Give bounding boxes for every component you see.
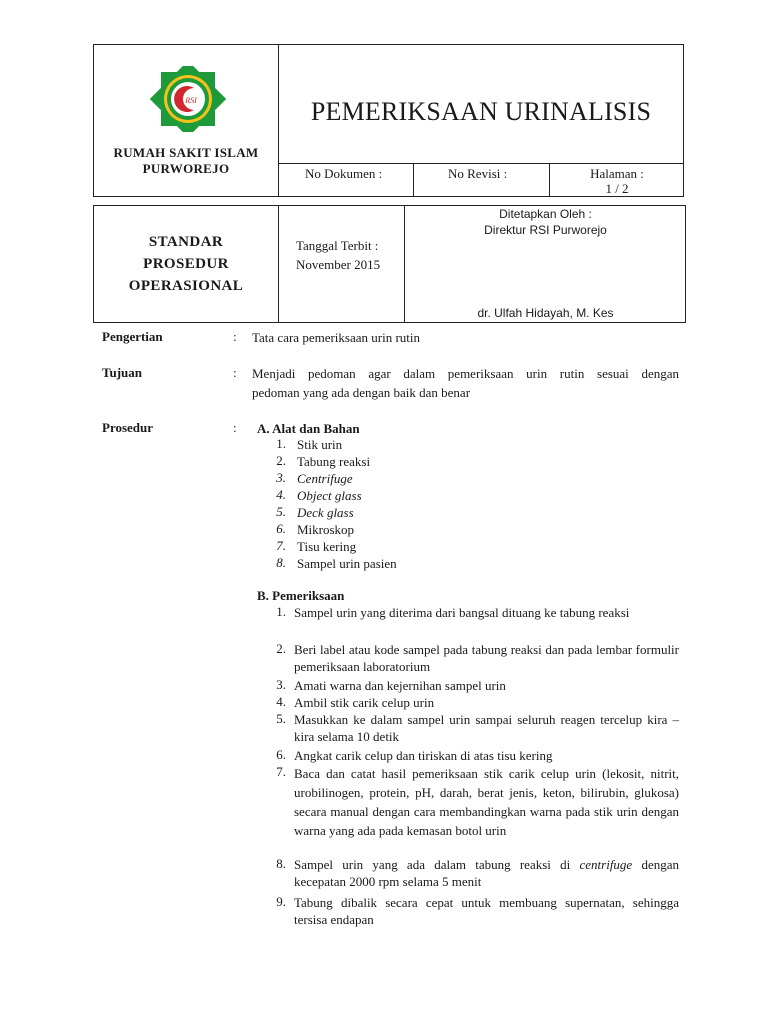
list-item-number: 8. [276, 856, 286, 871]
list-item-text-italic: centrifuge [579, 857, 633, 872]
list-item-number: 1. [276, 604, 286, 619]
list-item: Angkat carik celup dan tiriskan di atas tisu kering [294, 748, 553, 763]
svg-text:RSI: RSI [185, 96, 197, 105]
list-item: Tisu kering [297, 539, 357, 554]
list-item-number: 5. [276, 504, 286, 519]
hospital-name-line1: RUMAH SAKIT ISLAM [113, 145, 259, 160]
ditetapkan-value: Direktur RSI Purworejo [484, 223, 607, 237]
halaman-value: 1 / 2 [605, 181, 629, 196]
pemeriksaan-heading: B. Pemeriksaan [257, 588, 345, 603]
list-item: Sampel urin pasien [297, 556, 397, 571]
sop-divider-1 [278, 205, 279, 323]
hospital-name-line2: PURWOREJO [142, 161, 230, 176]
list-item: Mikroskop [297, 522, 355, 537]
signatory-name: dr. Ulfah Hidayah, M. Kes [477, 306, 614, 320]
list-item-number: 3. [276, 470, 286, 485]
list-item-number: 7. [276, 764, 286, 779]
sop-title-line3: OPERASIONAL [128, 278, 244, 294]
pengertian-label: Pengertian [102, 329, 163, 344]
list-item: Masukkan ke dalam sampel urin sampai seluruh reagen tercelup kira – kira selama 10 detik [294, 712, 679, 744]
list-item: Stik urin [297, 437, 343, 452]
no-dokumen-label: No Dokumen : [305, 166, 383, 181]
no-revisi-label: No Revisi : [448, 166, 508, 181]
document-title: PEMERIKSAAN URINALISIS [310, 97, 652, 126]
list-item: Ambil stik carik celup urin [294, 695, 435, 710]
list-item-number: 6. [276, 521, 286, 536]
list-item: Beri label atau kode sampel pada tabung reaksi dan pada lembar formulir pemeriksaan laboratorium [294, 642, 679, 674]
halaman-label: Halaman : [590, 166, 644, 181]
ditetapkan-label: Ditetapkan Oleh : [499, 207, 592, 221]
list-item: Baca dan catat hasil pemeriksaan stik carik celup urin (lekosit, nitrit, urobilinogen, protein, pH, darah, berat jenis, keton, bilirubin, glukosa) secara manual dengan cara membandingkan warna pada stik urin dengan warna yang ada pada kemasan botol urin [294, 766, 679, 838]
list-item-text: Sampel urin yang ada dalam tabung reaksi di [294, 857, 580, 872]
list-item-number: 2. [276, 453, 286, 468]
list-item-number: 2. [276, 641, 286, 656]
tanggal-terbit-value: November 2015 [296, 257, 381, 272]
header-meta-top-line [278, 163, 684, 164]
list-item: Centrifuge [297, 471, 353, 486]
list-item-number: 4. [276, 487, 286, 502]
header-divider [278, 44, 279, 197]
tujuan-text-line1: Menjadi pedoman agar dalam pemeriksaan urin rutin sesuai dengan [252, 366, 679, 381]
tanggal-terbit-label: Tanggal Terbit : [296, 238, 379, 253]
pengertian-colon: : [233, 329, 237, 344]
list-item: Amati warna dan kejernihan sampel urin [294, 678, 506, 693]
list-item-number: 6. [276, 747, 286, 762]
list-item: Object glass [297, 488, 362, 503]
tujuan-colon: : [233, 365, 237, 380]
sop-title-line1: STANDAR [148, 234, 224, 250]
list-item: Deck glass [297, 505, 354, 520]
alat-bahan-heading: A. Alat dan Bahan [257, 421, 360, 436]
list-item-number: 8. [276, 555, 286, 570]
list-item-number: 9. [276, 894, 286, 909]
list-item: Tabung dibalik secara cepat untuk membuang supernatan, sehingga tersisa endapan [294, 895, 679, 927]
list-item-number: 4. [276, 694, 286, 709]
hospital-logo [146, 66, 230, 132]
list-item [294, 856, 679, 890]
list-item-number: 3. [276, 677, 286, 692]
tujuan-label: Tujuan [102, 365, 142, 380]
list-item-text: dengan kecepatan 2000 rpm selama 5 menit [294, 857, 680, 889]
meta-divider-1 [413, 163, 414, 197]
prosedur-label: Prosedur [102, 420, 154, 435]
list-item: Tabung reaksi [297, 454, 371, 469]
pengertian-text: Tata cara pemeriksaan urin rutin [252, 330, 421, 345]
list-item: Sampel urin yang diterima dari bangsal dituang ke tabung reaksi [294, 605, 630, 620]
sop-title-line2: PROSEDUR [143, 256, 229, 272]
prosedur-colon: : [233, 420, 237, 435]
list-item-number: 1. [276, 436, 286, 451]
list-item-number: 5. [276, 711, 286, 726]
list-item-number: 7. [276, 538, 286, 553]
tujuan-text-line2: pedoman yang ada dengan baik dan benar [252, 385, 471, 400]
